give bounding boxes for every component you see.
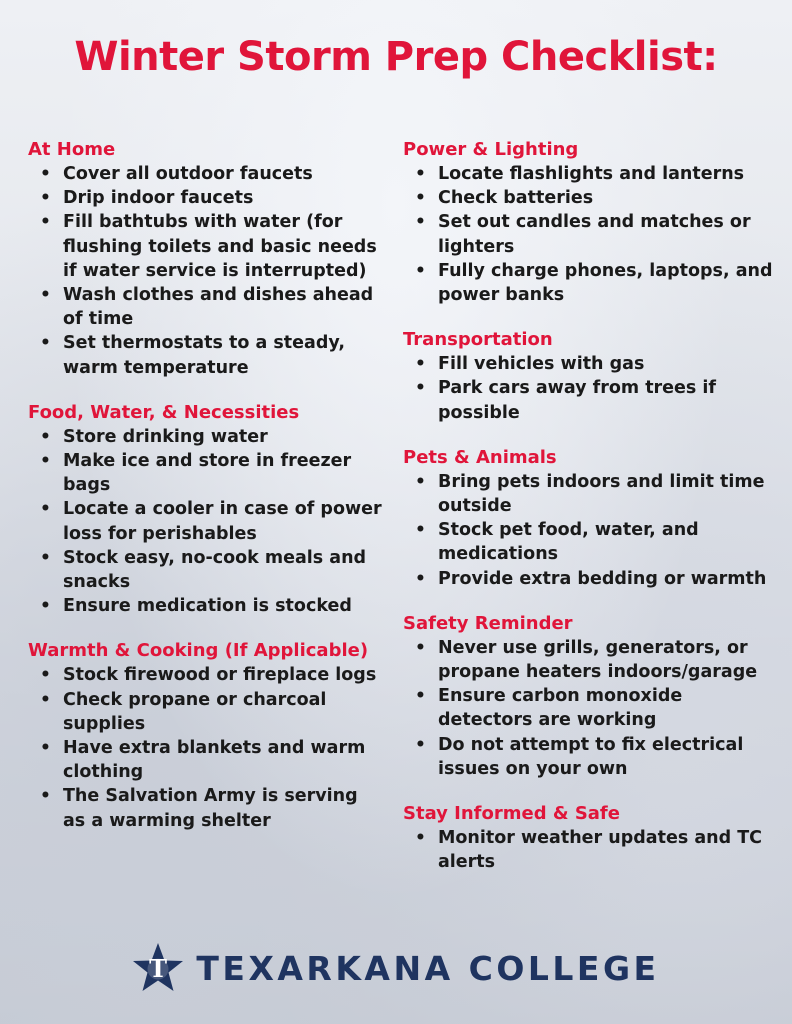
checklist-item-text: The Salvation Army is serving as a warming shelter [63,786,358,831]
section-food-water-and-necessities [28,401,383,619]
bullet-icon: • [415,378,426,399]
bullet-icon: • [415,164,426,184]
bullet-icon: • [415,188,426,209]
checklist-item-text: Check batteries [438,188,594,209]
section-heading: At Home [28,139,116,160]
bullet-icon: • [40,499,51,520]
checklist-item-text: Never use grills, generators, or propane heaters indoors/garage [438,637,758,683]
checklist-item-text: Drip indoor faucets [63,188,254,209]
checklist-item-text: Cover all outdoor faucets [63,164,313,184]
checklist-item-text: Bring pets indoors and limit time outside [438,471,765,517]
checklist-item-text: Ensure medication is stocked [63,596,352,617]
checklist-item-text: Set out candles and matches or lighters [438,212,751,257]
bullet-icon: • [415,828,426,849]
checklist-item [28,186,383,210]
section-pets-and-animals [403,446,773,591]
checklist-item-text: Set thermostats to a steady, warm temperature [63,333,346,378]
section-heading: Safety Reminder [403,612,573,634]
section-transportation [403,328,773,425]
checklist-item [28,449,383,497]
checklist-item [403,352,773,376]
star-t-emblem-icon [132,942,184,994]
bullet-icon: • [415,734,426,755]
college-name: TEXARKANA COLLEGE [196,948,660,988]
bullet-icon: • [415,471,426,492]
checklist [28,663,383,832]
checklist-item-text: Fill vehicles with gas [438,354,645,375]
section-heading: Warmth & Cooking (If Applicable) [28,640,369,662]
checklist-item [28,210,383,283]
bullet-icon: • [40,188,51,209]
checklist-item [28,736,383,784]
checklist-item [403,636,773,684]
bullet-icon: • [40,426,51,447]
checklist-item [403,376,773,424]
checklist-item-text: Have extra blankets and warm clothing [63,738,366,783]
bullet-icon: • [40,738,51,759]
checklist-item [403,826,773,874]
checklist [403,636,773,781]
checklist-item [403,567,773,591]
checklist-item [28,784,383,832]
page-title: Winter Storm Prep Checklist: [74,34,718,80]
bullet-icon: • [415,354,426,375]
bullet-icon: • [415,520,426,541]
checklist [403,470,773,591]
checklist-item-text: Fully charge phones, laptops, and power banks [438,260,773,306]
checklist-item [403,470,773,518]
bullet-icon: • [415,260,426,281]
section-heading: Food, Water, & Necessities [28,401,300,423]
section-heading: Stay Informed & Safe [403,803,620,825]
checklist-item [28,546,383,594]
checklist-item [28,688,383,736]
checklist-item [28,663,383,687]
checklist-item-text: Stock easy, no-cook meals and snacks [63,547,367,593]
section-stay-informed-and-safe [403,802,773,874]
checklist-item-text: Ensure carbon monoxide detectors are working [438,686,683,731]
checklist-item [28,331,383,379]
checklist-item-text: Do not attempt to fix electrical issues on your own [438,734,744,779]
checklist-item [28,594,383,618]
bullet-icon: • [40,164,51,184]
checklist [403,162,773,307]
right-column [403,138,773,895]
footer-logo [0,938,792,998]
checklist-item [28,283,383,331]
checklist-item-text: Locate a cooler in case of power loss for perishables [63,499,382,544]
checklist-item-text: Locate flashlights and lanterns [438,164,745,184]
bullet-icon: • [40,285,51,306]
checklist-item-text: Stock firewood or fireplace logs [63,665,377,686]
section-safety-reminder [403,612,773,781]
checklist-item [403,518,773,566]
checklist-item-text: Make ice and store in freezer bags [63,451,352,496]
checklist-item-text: Wash clothes and dishes ahead of time [63,285,374,330]
checklist-item-text: Stock pet food, water, and medications [438,520,699,565]
bullet-icon: • [40,547,51,568]
bullet-icon: • [40,451,51,472]
checklist-item-text: Check propane or charcoal supplies [63,689,327,734]
checklist-item [403,733,773,781]
bullet-icon: • [415,637,426,658]
bullet-icon: • [40,333,51,354]
bullet-icon: • [415,686,426,707]
bullet-icon: • [40,212,51,233]
checklist-item [28,162,383,186]
bullet-icon: • [40,596,51,617]
bullet-icon: • [40,689,51,710]
checklist-item [403,684,773,732]
section-heading: Power & Lighting [403,139,579,160]
checklist [403,352,773,425]
checklist-item-text: Monitor weather updates and TC alerts [438,828,762,873]
section-power-and-lighting [403,138,773,307]
checklist [28,425,383,619]
checklist-item-text: Store drinking water [63,426,268,447]
checklist-item [28,425,383,449]
checklist [403,826,773,874]
section-warmth-and-cooking-if-applicable [28,639,383,832]
bullet-icon: • [415,568,426,589]
checklist-item-text: Fill bathtubs with water (for flushing toilets and basic needs if water service is interrupted) [63,212,377,281]
bullet-icon: • [40,665,51,686]
bullet-icon: • [415,212,426,233]
checklist-item [403,186,773,210]
bullet-icon: • [40,786,51,807]
section-at-home [28,138,383,380]
section-heading: Transportation [403,329,553,351]
logo-letter: T [149,954,168,983]
checklist-item [403,162,773,186]
section-heading: Pets & Animals [403,446,557,468]
checklist-item-text: Provide extra bedding or warmth [438,568,767,589]
checklist [28,162,383,380]
checklist-item [403,259,773,307]
checklist-item-text: Park cars away from trees if possible [438,378,717,423]
left-column [28,138,383,854]
checklist-item [28,497,383,545]
checklist-item [403,210,773,258]
